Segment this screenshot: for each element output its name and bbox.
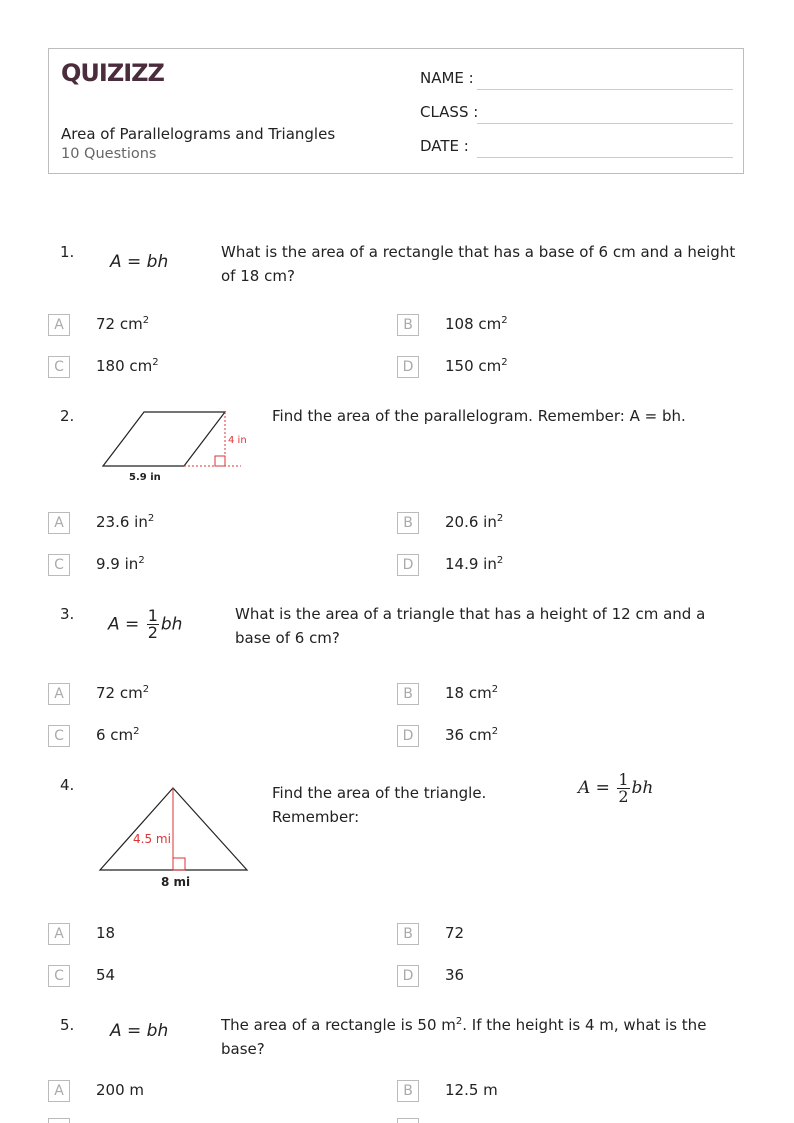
choice-letter[interactable]: D — [397, 554, 419, 576]
choice-text: 72 $cm^2$ — [96, 684, 150, 702]
choice-text: 14.9 $in^2$ — [445, 555, 504, 573]
question-number: 2. — [60, 407, 75, 425]
choice-letter[interactable]: B — [397, 923, 419, 945]
choice-letter[interactable]: C — [48, 725, 70, 747]
question-text: Find the area of the triangle. Remember: — [272, 784, 487, 826]
choice-letter[interactable]: B — [397, 314, 419, 336]
choice-text: 20.6 $in^2$ — [445, 513, 504, 531]
choice-text: 36 $cm^2$ — [445, 726, 499, 744]
quizizz-logo: QUIZIZZ — [61, 59, 164, 87]
formula: A = $\frac{1}{2}$ bh — [108, 606, 183, 642]
question-text: The area of a rectangle is 50 $m^2$. If the height is 4 m, what is the base? — [221, 1016, 707, 1058]
date-label: DATE : — [420, 137, 469, 155]
choice-letter[interactable]: C — [48, 965, 70, 987]
choice-letter-partial[interactable] — [397, 1118, 419, 1123]
question-number: 4. — [60, 776, 75, 794]
choice-text: 72 $cm^2$ — [96, 315, 150, 333]
choice-letter[interactable]: D — [397, 356, 419, 378]
choice-text: 108 $cm^2$ — [445, 315, 508, 333]
worksheet-title: Area of Parallelograms and Triangles — [61, 125, 336, 143]
class-line[interactable] — [477, 123, 733, 124]
base-label: 8 mi — [161, 875, 191, 889]
choice-letter[interactable]: A — [48, 512, 70, 534]
name-line[interactable] — [477, 89, 733, 90]
choice-letter[interactable]: B — [397, 683, 419, 705]
choice-text: 18 — [96, 924, 116, 942]
formula: A = $\frac{1}{2}$ bh — [578, 770, 654, 806]
choice-letter[interactable]: B — [397, 1080, 419, 1102]
choice-text: 150 $cm^2$ — [445, 357, 508, 375]
choice-letter[interactable]: C — [48, 554, 70, 576]
choice-letter[interactable]: D — [397, 725, 419, 747]
class-label: CLASS : — [420, 103, 479, 121]
name-label: NAME : — [420, 69, 474, 87]
parallelogram-figure — [98, 404, 248, 486]
choice-text: 9.9 $in^2$ — [96, 555, 145, 573]
choice-text: 6 $cm^2$ — [96, 726, 140, 744]
base-label: 5.9 in — [129, 472, 161, 483]
choice-letter[interactable]: A — [48, 923, 70, 945]
height-label: 4.5 mi — [133, 832, 171, 846]
choice-text: 200 m — [96, 1081, 145, 1099]
question-number: 5. — [60, 1016, 75, 1034]
choice-text: 180 $cm^2$ — [96, 357, 159, 375]
choice-text: 18 $cm^2$ — [445, 684, 499, 702]
choice-letter[interactable]: A — [48, 1080, 70, 1102]
choice-text: 54 — [96, 966, 116, 984]
choice-letter[interactable]: B — [397, 512, 419, 534]
question-text: Find the area of the parallelogram. Remember: A = bh. — [272, 407, 686, 425]
formula: A = bh — [110, 252, 169, 272]
choice-text: 12.5 m — [445, 1081, 498, 1099]
question-count: 10 Questions — [61, 146, 157, 162]
question-number: 3. — [60, 605, 75, 623]
date-line[interactable] — [477, 157, 733, 158]
choice-letter[interactable]: A — [48, 683, 70, 705]
question-number: 1. — [60, 243, 75, 261]
choice-letter[interactable]: D — [397, 965, 419, 987]
formula: A = bh — [110, 1021, 169, 1041]
question-text: What is the area of a rectangle that has a base of 6 cm and a height of 18 cm? — [221, 243, 736, 285]
question-text: What is the area of a triangle that has a height of 12 cm and a base of 6 cm? — [235, 605, 706, 647]
choice-letter-partial[interactable] — [48, 1118, 70, 1123]
choice-text: 23.6 $in^2$ — [96, 513, 155, 531]
choice-text: 72 — [445, 924, 465, 942]
worksheet-header — [48, 48, 744, 174]
choice-text: 36 — [445, 966, 465, 984]
choice-letter[interactable]: A — [48, 314, 70, 336]
triangle-figure — [96, 782, 252, 892]
height-label: 4 in — [228, 435, 247, 446]
choice-letter[interactable]: C — [48, 356, 70, 378]
